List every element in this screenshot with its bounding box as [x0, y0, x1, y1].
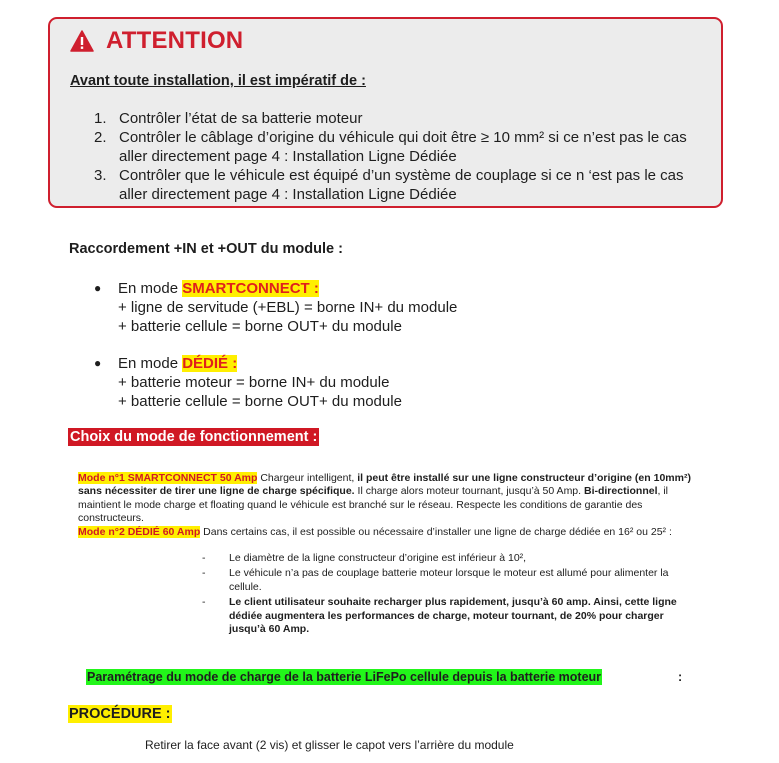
mode-dedie [94, 354, 402, 411]
mode1-tag: Mode n°1 SMARTCONNECT 50 Amp [78, 472, 258, 484]
attention-subtitle: Avant toute installation, il est impératif de : [70, 73, 366, 89]
item-text: Contrôler le câblage d’origine du véhicule qui doit être ≥ 10 mm² si ce n’est pas le cas aller directement page 4 : Installation Ligne Dédiée [119, 129, 687, 165]
attention-list [94, 109, 714, 204]
parametrage-colon: : [678, 670, 683, 684]
bullet-icon: ● [94, 281, 102, 295]
item-text: Contrôler que le véhicule est équipé d’un système de couplage si ce n ‘est pas le cas aller directement page 4 : Installation Ligne Dédiée [119, 167, 684, 203]
mode-prefix: En mode [118, 355, 183, 372]
list-item: - Le diamètre de la ligne constructeur d’origine est inférieur à 10², [202, 552, 527, 564]
mode2-tag: Mode n°2 DÉDIÉ 60 Amp [78, 526, 201, 538]
attention-item [94, 128, 714, 166]
mode1-paragraph [78, 472, 693, 526]
mode1-text: , il maintient le mode charge et floating quand le véhicule est branché sur le réseau. Respecte les conditions de garantie des constructeurs. [78, 485, 668, 525]
warning-icon [70, 30, 94, 52]
item-number: 2. [94, 129, 107, 146]
mode1-text: Chargeur intelligent, [257, 472, 358, 484]
mode-name: DÉDIÉ : [182, 355, 238, 372]
item-number: 3. [94, 167, 107, 184]
raccordement-title: Raccordement +IN et +OUT du module : [69, 241, 343, 257]
list-item-text: Le véhicule n’a pas de couplage batterie moteur lorsque le moteur est allumé pour alimenter la cellule. [229, 567, 669, 593]
attention-header [70, 27, 243, 55]
mode1-text: Il charge alors moteur tournant, jusqu’à 50 Amp. [354, 485, 584, 498]
mode-line: + batterie moteur = borne IN+ du module [118, 374, 390, 391]
mode2-paragraph [78, 526, 693, 539]
bullet-icon: ● [94, 356, 102, 370]
item-text: Contrôler l’état de sa batterie moteur [119, 110, 363, 127]
mode1-bold: il peut être installé sur une ligne constructeur d’origine (en 10mm²) sans nécessiter de tirer une ligne de charge spécifique. [78, 472, 691, 498]
attention-title: ATTENTION [106, 27, 244, 54]
mode2-text: Dans certains cas, il est possible ou nécessaire d’installer une ligne de charge dédiée en 16² ou 25² : [200, 526, 672, 538]
parametrage-title: Paramétrage du mode de charge de la batterie LiFePo cellule depuis la batterie moteur [87, 670, 602, 684]
item-number: 1. [94, 110, 107, 127]
procedure-step: Retirer la face avant (2 vis) et glisser le capot vers l’arrière du module [145, 738, 514, 752]
list-item-text: Le client utilisateur souhaite recharger plus rapidement, jusqu’à 60 amp. Ainsi, cette ligne dédiée augmentera les performances de charge, moteur tournant, de 20% pour charger jusqu’à 60 Amp. [229, 596, 677, 636]
mode1-bold: Bi-directionnel [583, 485, 658, 498]
list-item: - Le véhicule n’a pas de couplage batterie moteur lorsque le moteur est allumé pour alimenter la cellule. [202, 567, 694, 594]
mode-line: + batterie cellule = borne OUT+ du module [118, 393, 402, 410]
attention-item [94, 166, 714, 204]
mode-line: + batterie cellule = borne OUT+ du module [118, 318, 402, 335]
choix-title: Choix du mode de fonctionnement : [70, 429, 318, 445]
attention-item [94, 109, 714, 128]
mode-prefix: En mode [118, 280, 183, 297]
list-item-text: Le diamètre de la ligne constructeur d’origine est inférieur à 10², [229, 552, 527, 564]
mode-smartconnect [94, 279, 457, 336]
attention-box [48, 17, 723, 208]
list-item: - Le client utilisateur souhaite recharger plus rapidement, jusqu’à 60 amp. Ainsi, cette ligne dédiée augmentera les performances de charge, moteur tournant, de 20% pour charger jusqu’à 60 Amp. [202, 596, 694, 636]
mode-line: + ligne de servitude (+EBL) = borne IN+ du module [118, 299, 458, 316]
procedure-title: PROCÉDURE : [69, 706, 171, 722]
mode-name: SMARTCONNECT : [182, 280, 319, 297]
conditions-list [202, 552, 694, 638]
